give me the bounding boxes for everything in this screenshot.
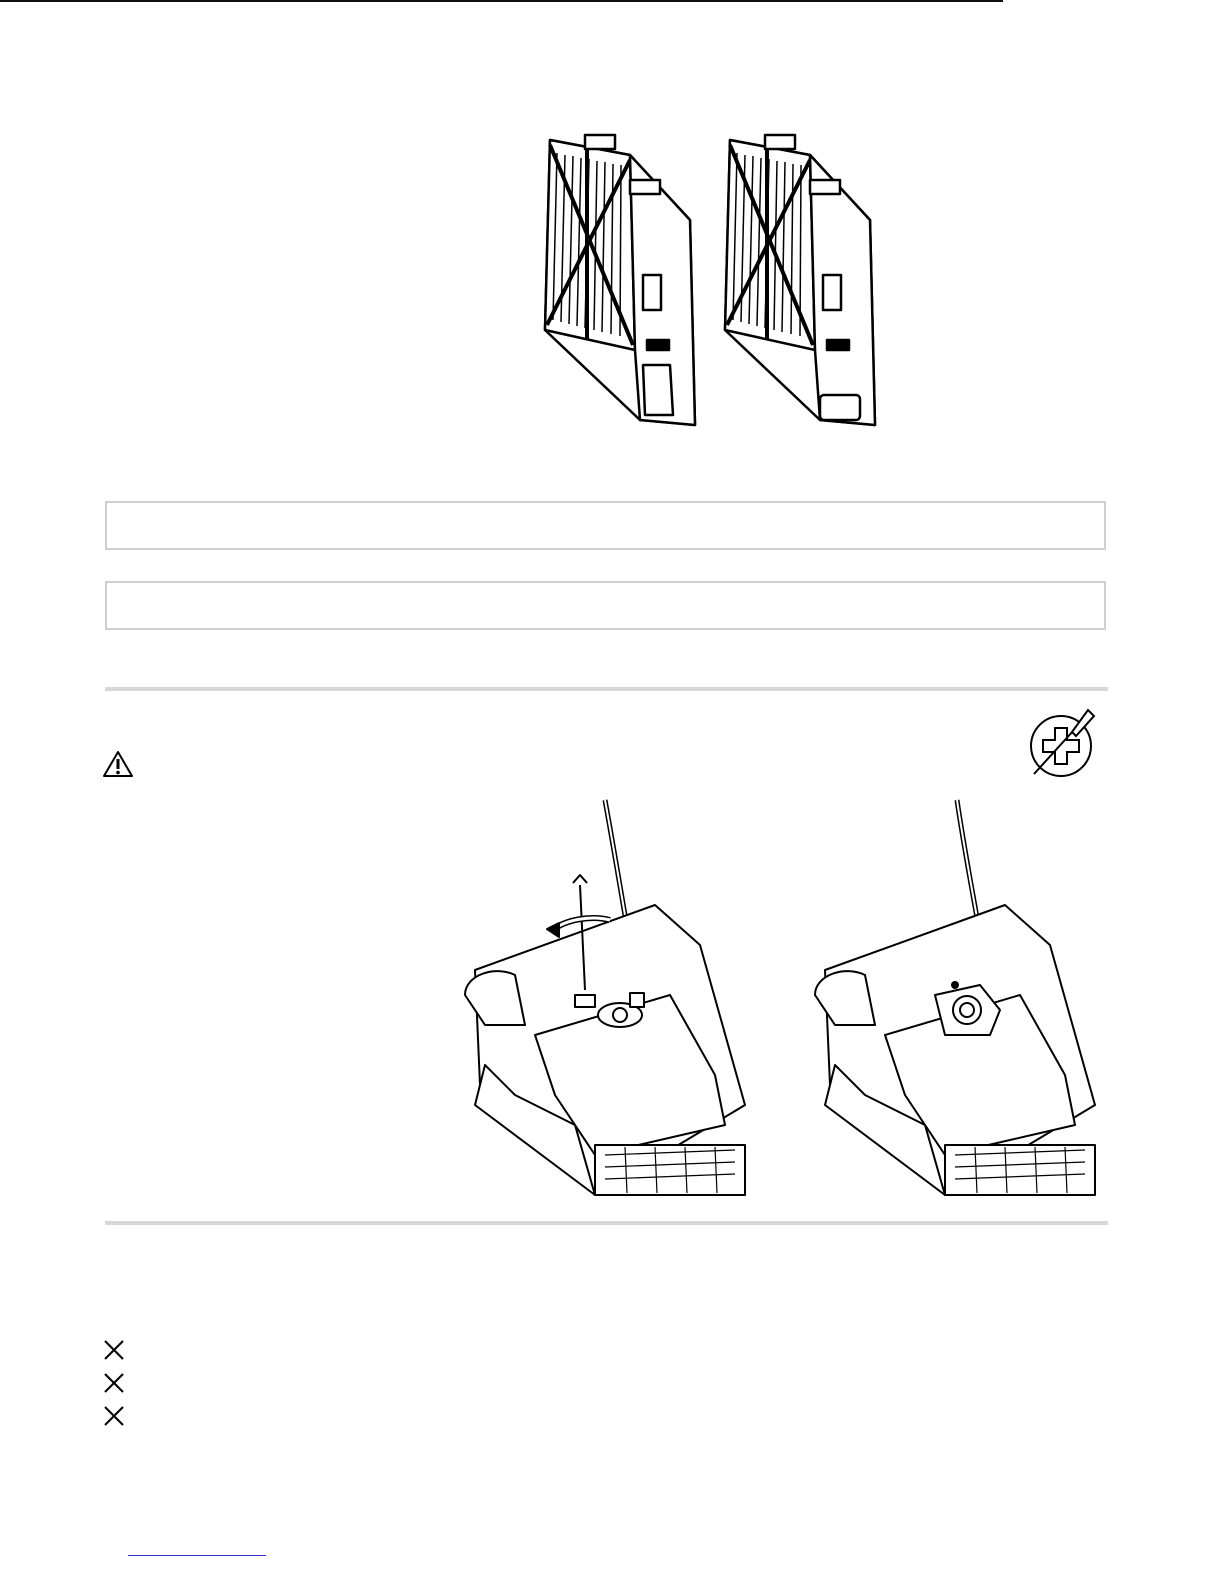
section-divider [105, 1221, 1108, 1225]
filter-cartridges-illustration [525, 125, 890, 430]
x-mark-icon [103, 1405, 125, 1427]
robot-impeller-cover-unscrew-illustration [455, 795, 755, 1200]
x-mark-icon [103, 1339, 125, 1361]
phillips-screwdriver-icon [1028, 708, 1098, 778]
notice-box-2 [105, 581, 1106, 630]
footer-link-underline[interactable] [128, 1555, 266, 1556]
robot-impeller-cover-removed-illustration [805, 795, 1105, 1200]
notice-box-1 [105, 501, 1106, 550]
filter-cartridge-left [545, 135, 695, 425]
header-rule [0, 0, 1003, 2]
section-divider [105, 687, 1108, 691]
filter-cartridge-right [725, 135, 875, 425]
x-mark-icon [103, 1372, 125, 1394]
warning-triangle-icon [102, 750, 134, 778]
